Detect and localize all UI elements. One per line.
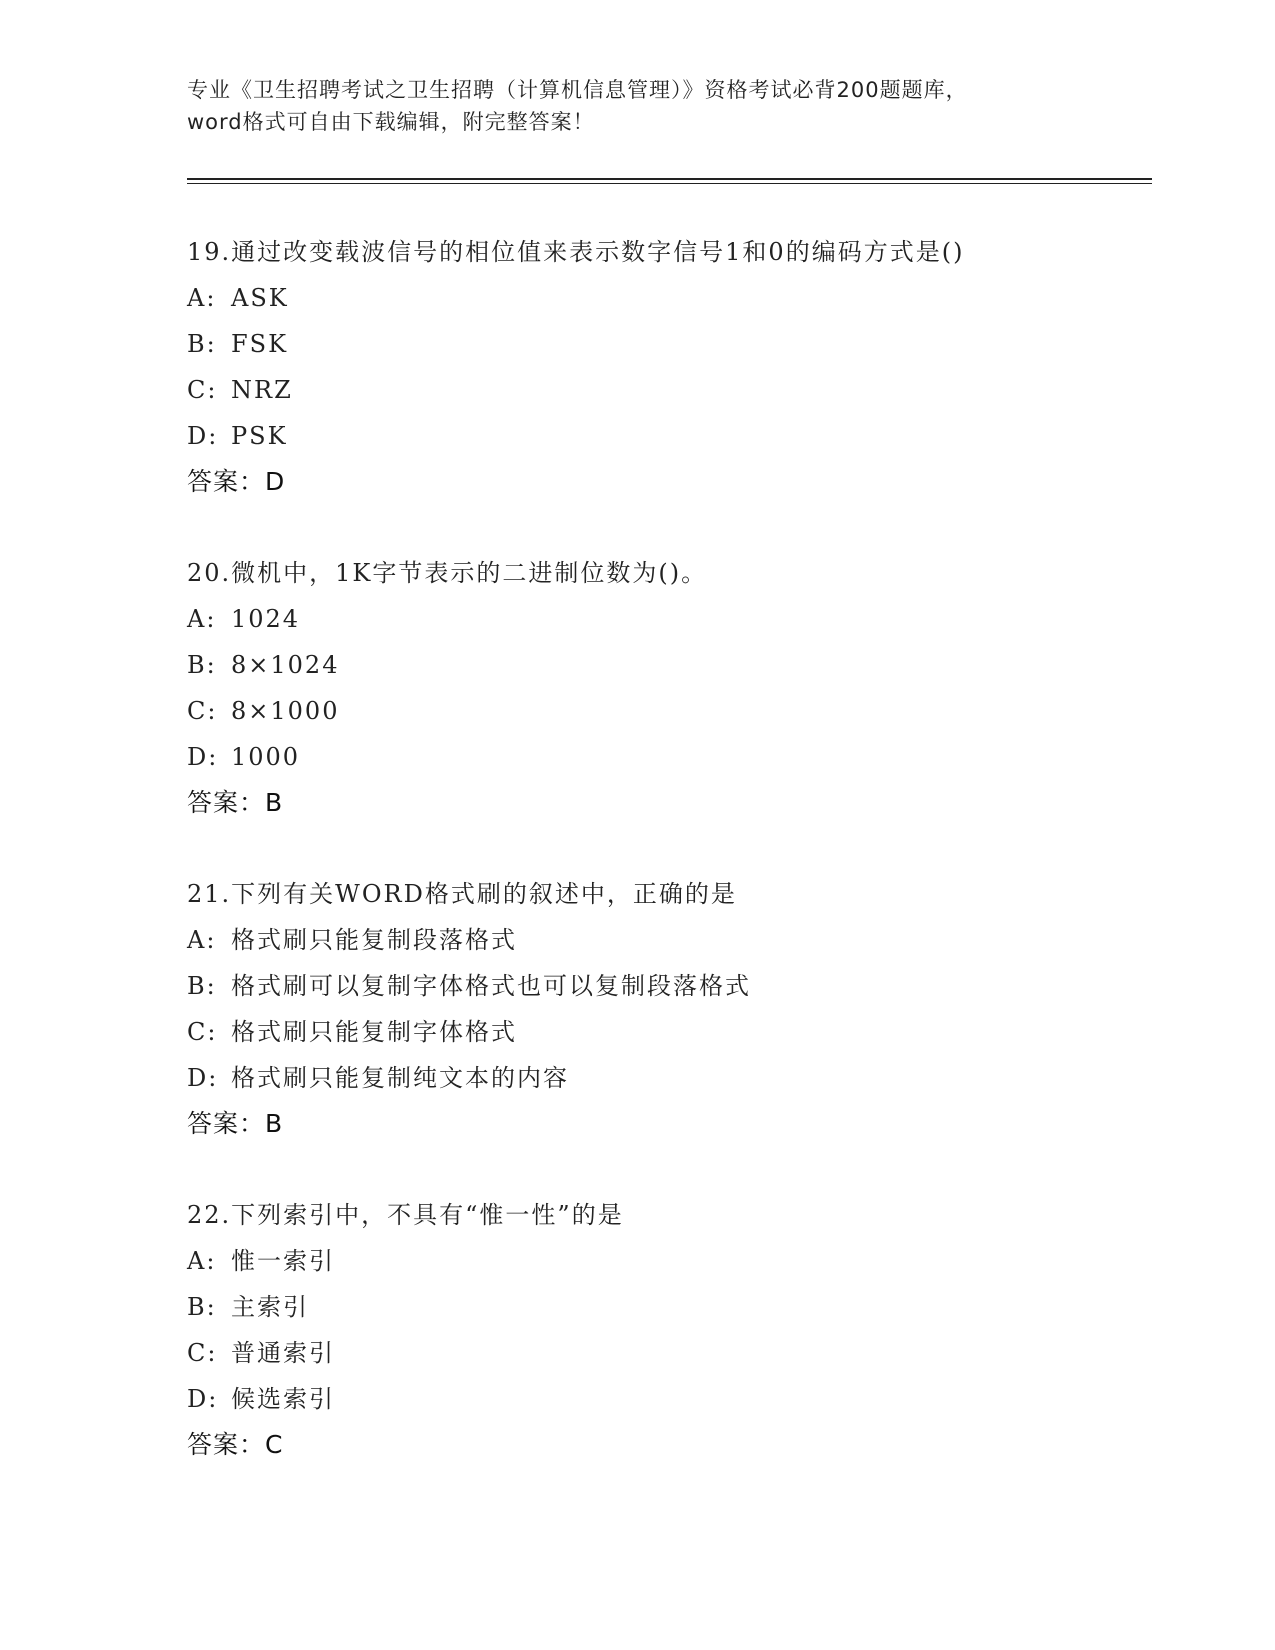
header-line-2: word格式可自由下载编辑，附完整答案！: [187, 110, 595, 134]
option-letter: D:: [187, 1385, 219, 1413]
option-text: 1000: [231, 743, 301, 771]
option-letter: A:: [187, 284, 217, 312]
option-a: [187, 275, 1147, 321]
option-text: ASK: [231, 284, 289, 312]
option-letter: B:: [187, 972, 217, 1000]
question-title: 19.通过改变载波信号的相位值来表示数字信号1和0的编码方式是(): [187, 238, 965, 266]
option-text: 候选索引: [231, 1385, 335, 1413]
option-text: 普通索引: [231, 1339, 335, 1367]
option-b: [187, 642, 1147, 688]
question-title: 21.下列有关WORD格式刷的叙述中，正确的是: [187, 880, 737, 908]
option-letter: A:: [187, 1247, 217, 1275]
question-19: [187, 229, 1147, 505]
option-letter: B:: [187, 330, 217, 358]
option-c: [187, 367, 1147, 413]
option-d: [187, 413, 1147, 459]
document-header: [187, 74, 1087, 138]
option-b: [187, 321, 1147, 367]
option-text: 格式刷只能复制字体格式: [231, 1018, 517, 1046]
option-a: [187, 596, 1147, 642]
header-divider-thin: [187, 183, 1152, 184]
answer-text: 答案：B: [187, 1109, 284, 1138]
header-line-1: 专业《卫生招聘考试之卫生招聘（计算机信息管理）》资格考试必背200题题库，: [187, 78, 968, 102]
option-d: [187, 1376, 1147, 1422]
option-letter: D:: [187, 743, 219, 771]
option-letter: A:: [187, 926, 217, 954]
option-letter: C:: [187, 697, 218, 725]
option-text: FSK: [231, 330, 289, 358]
option-letter: A:: [187, 605, 217, 633]
option-text: 格式刷可以复制字体格式也可以复制段落格式: [231, 972, 751, 1000]
option-letter: B:: [187, 651, 217, 679]
answer-text: 答案：B: [187, 788, 284, 817]
option-text: PSK: [231, 422, 288, 450]
answer-text: 答案：D: [187, 467, 286, 496]
option-text: 主索引: [231, 1293, 309, 1321]
option-letter: D:: [187, 1064, 219, 1092]
option-a: [187, 1238, 1147, 1284]
option-text: NRZ: [231, 376, 293, 404]
question-title: 22.下列索引中，不具有“惟一性”的是: [187, 1201, 624, 1229]
option-letter: C:: [187, 1018, 218, 1046]
header-divider-thick: [187, 178, 1152, 180]
option-c: [187, 1009, 1147, 1055]
question-20: [187, 550, 1147, 826]
option-text: 1024: [231, 605, 301, 633]
option-d: [187, 734, 1147, 780]
option-c: [187, 688, 1147, 734]
option-a: [187, 917, 1147, 963]
option-letter: C:: [187, 1339, 218, 1367]
question-21: [187, 871, 1147, 1147]
option-text: 惟一索引: [231, 1247, 335, 1275]
option-text: 8×1000: [231, 697, 340, 725]
option-d: [187, 1055, 1147, 1101]
option-c: [187, 1330, 1147, 1376]
option-b: [187, 1284, 1147, 1330]
option-letter: C:: [187, 376, 218, 404]
answer-text: 答案：C: [187, 1430, 284, 1459]
option-text: 8×1024: [231, 651, 340, 679]
question-title: 20.微机中，1K字节表示的二进制位数为()。: [187, 559, 708, 587]
option-letter: D:: [187, 422, 219, 450]
option-letter: B:: [187, 1293, 217, 1321]
option-text: 格式刷只能复制段落格式: [231, 926, 517, 954]
option-b: [187, 963, 1147, 1009]
option-text: 格式刷只能复制纯文本的内容: [231, 1064, 569, 1092]
question-22: [187, 1192, 1147, 1468]
